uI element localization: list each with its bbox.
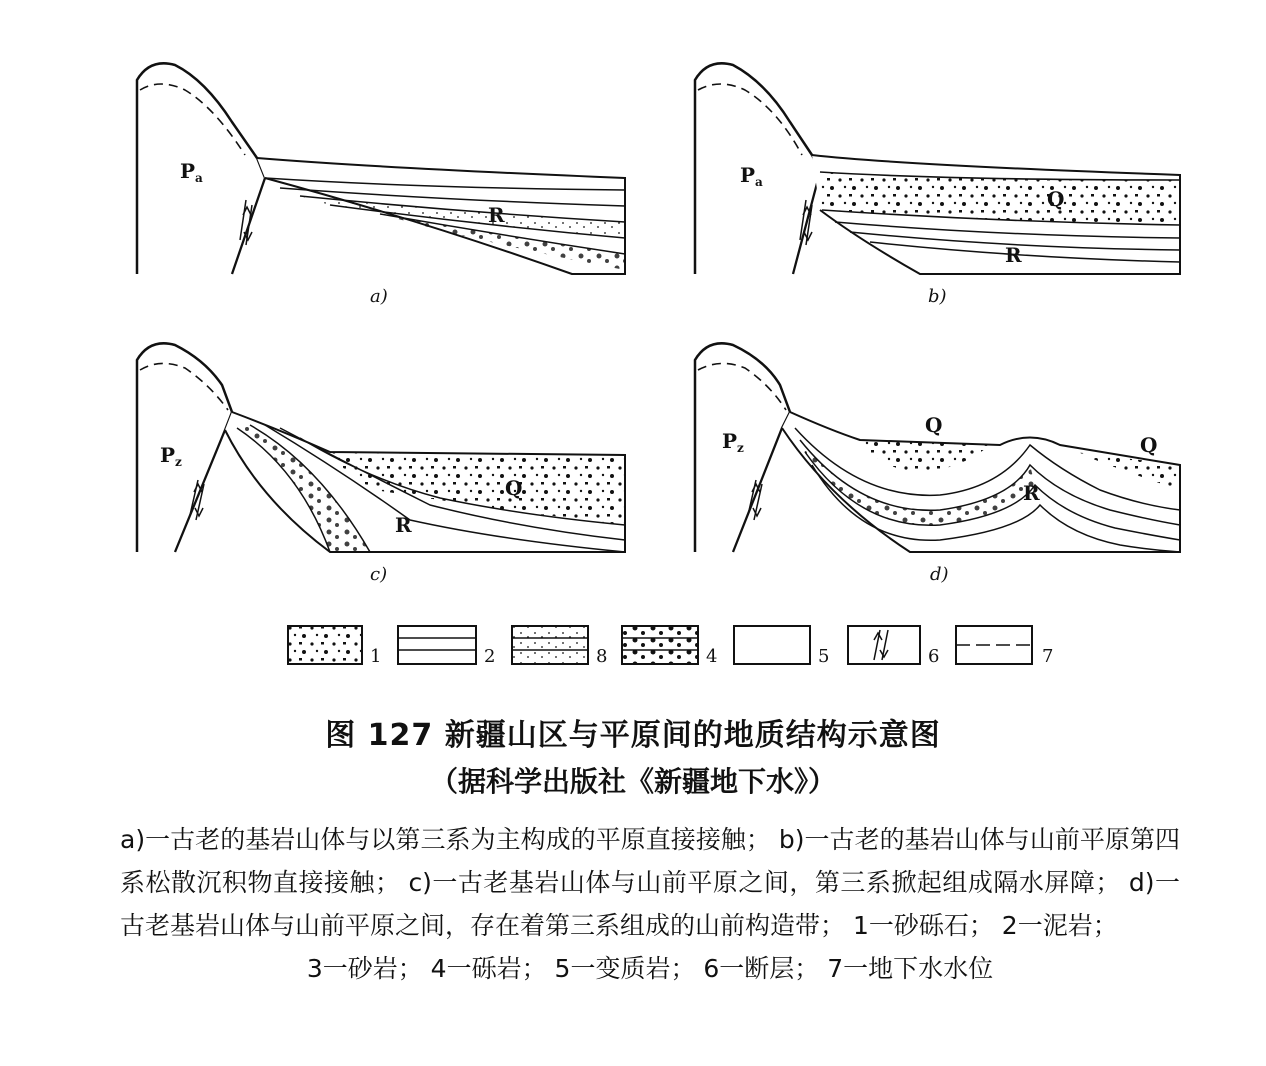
panel-b (695, 63, 1180, 307)
legend-item-fault (848, 626, 939, 667)
panel-label: c) (370, 564, 388, 585)
tertiary-label: R (488, 203, 505, 227)
panel-label: a) (370, 286, 388, 307)
panel-d (695, 343, 1180, 585)
legend-item-sandstone (512, 626, 607, 667)
svg-text:4: 4 (706, 646, 718, 667)
caption-text: a)一古老的基岩山体与以第三系为主构成的平原直接接触； b)一古老的基岩山体与山前平原第四系松散沉积物直接接触； c)一古老基岩山体与山前平原之间，第三系掀起组成隔水屏障； d)一古老基岩山体与山前平原之间，存在着第三系组成的山前构造带； 1一砂砾石； 2一泥岩； (120, 825, 1180, 940)
svg-text:1: 1 (370, 646, 382, 667)
weathering-dashed-line (140, 363, 228, 410)
bedrock-label: $P_a$ (740, 163, 763, 189)
caption-text-last: 3一砂岩； 4一砾岩； 5一变质岩； 6一断层； 7一地下水水位 (306, 954, 994, 983)
bedrock-mountain (137, 63, 257, 274)
bedrock-label: $P_z$ (722, 429, 744, 455)
panel-a (137, 60, 625, 307)
legend-item-metamorphic (734, 626, 829, 667)
legend-item-conglomerate (622, 626, 717, 667)
weathering-dashed-line (698, 84, 802, 155)
svg-text:8: 8 (596, 646, 608, 667)
figure-title: 图 127 新疆山区与平原间的地质结构示意图 (325, 718, 941, 753)
quaternary-label: Q (505, 476, 523, 500)
svg-text:7: 7 (1042, 646, 1054, 667)
bedrock-label: $P_a$ (180, 159, 203, 185)
panel-c (137, 343, 625, 585)
weathering-dashed-line (698, 363, 786, 410)
legend-item-mudstone (398, 626, 495, 667)
figure-source: （据科学出版社《新疆地下水》） (429, 765, 836, 798)
figure-caption (120, 818, 1180, 990)
svg-text:5: 5 (818, 646, 830, 667)
panel-label: d) (930, 564, 949, 585)
quaternary-label: Q (1047, 187, 1065, 211)
svg-text:2: 2 (484, 646, 496, 667)
quaternary-label-right: Q (1140, 433, 1158, 457)
tertiary-label: R (1023, 481, 1040, 505)
bedrock-label: $P_z$ (160, 443, 182, 469)
legend-item-water-table (956, 626, 1053, 667)
svg-text:6: 6 (928, 646, 940, 667)
legend-item-gravel (288, 626, 381, 667)
quaternary-label: Q (925, 413, 943, 437)
panel-label: b) (928, 286, 947, 307)
legend (288, 626, 1053, 667)
tertiary-label: R (1005, 243, 1022, 267)
tertiary-label: R (395, 513, 412, 537)
